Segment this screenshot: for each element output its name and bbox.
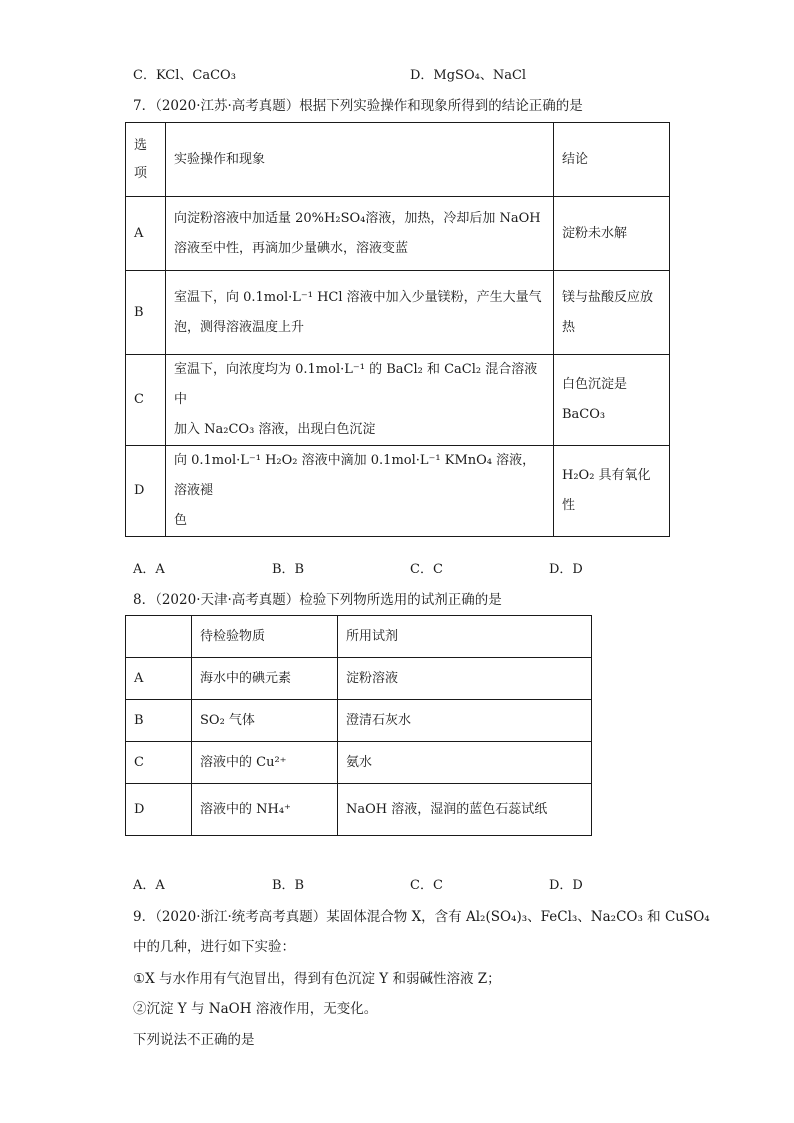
row-option: B [126, 700, 192, 742]
q8-stem: 8．（2020·天津·高考真题）检验下列物所选用的试剂正确的是 [133, 592, 502, 608]
conclusion-line2: 性 [562, 498, 576, 513]
operation-line2: 溶液至中性，再滴加少量碘水，溶液变蓝 [174, 240, 409, 256]
row-option: A [126, 197, 166, 271]
table-row [126, 658, 592, 700]
table-header-row [126, 616, 592, 658]
row-substance: 溶液中的 Cu²⁺ [192, 742, 338, 784]
table-row [126, 446, 670, 537]
operation-line2: 色 [174, 513, 188, 528]
q7-stem: 7．（2020·江苏·高考真题）根据下列实验操作和现象所得到的结论正确的是 [133, 98, 583, 114]
q8-answer-c: C．C [410, 878, 443, 893]
header-operation: 实验操作和现象 [166, 123, 554, 197]
table-row [126, 742, 592, 784]
header-option-line1: 选 [134, 137, 148, 153]
operation-line2: 加入 Na₂CO₃ 溶液，出现白色沉淀 [174, 422, 376, 437]
q6-option-c: C．KCl、CaCO₃ [133, 68, 236, 83]
table-row [126, 355, 670, 446]
header-option [126, 123, 166, 197]
conclusion-line1: H₂O₂ 具有氧化 [562, 468, 651, 483]
operation-line1: 室温下，向浓度均为 0.1mol·L⁻¹ 的 BaCl₂ 和 CaCl₂ 混合溶液中 [174, 362, 538, 407]
row-reagent: NaOH 溶液，湿润的蓝色石蕊试纸 [338, 784, 592, 836]
table-header-row [126, 123, 670, 197]
header-option-line2: 项 [134, 165, 148, 181]
row-reagent: 淀粉溶液 [338, 658, 592, 700]
row-conclusion [554, 271, 670, 355]
conclusion-line1: 淀粉未水解 [562, 225, 628, 241]
conclusion-line2: BaCO₃ [562, 407, 606, 422]
row-conclusion [554, 446, 670, 537]
q9-step1: ①X 与水作用有气泡冒出，得到有色沉淀 Y 和弱碱性溶液 Z； [133, 971, 501, 987]
row-operation [166, 271, 554, 355]
q6-option-d: D．MgSO₄、NaCl [410, 68, 527, 83]
q8-answer-a: A．A [133, 878, 165, 893]
header-option [126, 616, 192, 658]
table-row [126, 197, 670, 271]
row-option: A [126, 658, 192, 700]
conclusion-line2: 热 [562, 319, 576, 335]
header-substance: 待检验物质 [192, 616, 338, 658]
table-row [126, 271, 670, 355]
row-option: C [126, 742, 192, 784]
q8-answer-b: B．B [272, 878, 305, 893]
conclusion-line1: 镁与盐酸反应放 [562, 289, 654, 305]
operation-line1: 向淀粉溶液中加适量 20%H₂SO₄溶液，加热，冷却后加 NaOH [174, 210, 541, 226]
row-option: B [126, 271, 166, 355]
q9-step2: ②沉淀 Y 与 NaOH 溶液作用，无变化。 [133, 1001, 378, 1017]
row-option: C [126, 355, 166, 446]
operation-line1: 室温下，向 0.1mol·L⁻¹ HCl 溶液中加入少量镁粉，产生大量气 [174, 289, 542, 305]
row-reagent: 澄清石灰水 [338, 700, 592, 742]
q7-table [125, 122, 670, 537]
row-operation [166, 446, 554, 537]
q7-answer-c: C．C [410, 562, 443, 577]
q9-prompt: 下列说法不正确的是 [133, 1032, 255, 1048]
row-substance: 溶液中的 NH₄⁺ [192, 784, 338, 836]
row-conclusion [554, 355, 670, 446]
q8-table [125, 615, 592, 836]
q7-answer-b: B．B [272, 562, 305, 577]
q7-answer-a: A．A [133, 562, 165, 577]
operation-line2: 泡，测得溶液温度上升 [174, 319, 305, 335]
row-option: D [126, 446, 166, 537]
table-row [126, 784, 592, 836]
header-reagent: 所用试剂 [338, 616, 592, 658]
row-substance: SO₂ 气体 [192, 700, 338, 742]
row-reagent: 氨水 [338, 742, 592, 784]
row-conclusion [554, 197, 670, 271]
operation-line1: 向 0.1mol·L⁻¹ H₂O₂ 溶液中滴加 0.1mol·L⁻¹ KMnO₄ 溶液，溶液褪 [174, 453, 536, 498]
table-row [126, 700, 592, 742]
q8-answer-d: D．D [549, 878, 583, 893]
q9-stem-line1: 9．（2020·浙江·统考高考真题）某固体混合物 X，含有 Al₂(SO₄)₃、FeCl₃、Na₂CO₃ 和 CuSO₄ [133, 909, 710, 925]
row-operation [166, 355, 554, 446]
row-option: D [126, 784, 192, 836]
row-operation [166, 197, 554, 271]
row-substance: 海水中的碘元素 [192, 658, 338, 700]
q9-stem-line2: 中的几种，进行如下实验： [133, 939, 295, 955]
header-conclusion: 结论 [554, 123, 670, 197]
conclusion-line1: 白色沉淀是 [562, 377, 628, 392]
q7-answer-d: D．D [549, 562, 583, 577]
